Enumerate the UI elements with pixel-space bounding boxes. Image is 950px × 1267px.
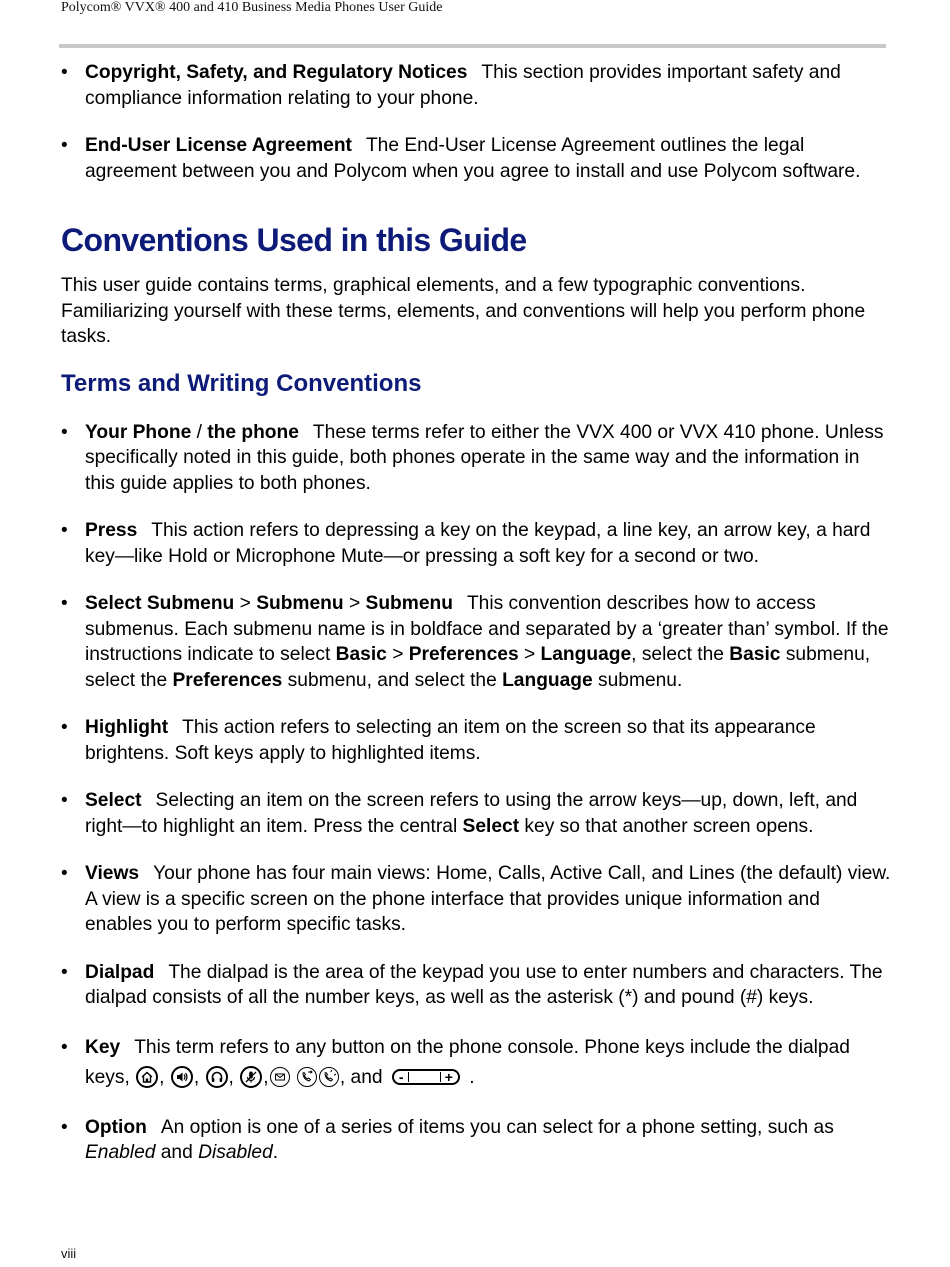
list-item — [61, 133, 891, 184]
volume-minus-label: - — [398, 1069, 404, 1086]
bold-term: Basic — [729, 644, 781, 665]
italic-term: Enabled — [85, 1142, 156, 1163]
page-number: viii — [61, 1246, 77, 1261]
list-item — [61, 420, 891, 497]
volume-plus-label: + — [444, 1069, 453, 1086]
term-label: Highlight — [85, 717, 169, 738]
messages-key-icon — [270, 1067, 290, 1087]
term-label: End-User License Agreement — [85, 135, 352, 156]
gt-symbol: > — [392, 644, 404, 665]
term-label: Your Phone — [85, 421, 192, 443]
term-label: Select — [85, 790, 142, 811]
term-label: Press — [85, 520, 138, 541]
term-label: Copyright, Safety, and Regulatory Notices — [85, 62, 468, 83]
term-description: key so that another screen opens. — [519, 815, 814, 837]
term-description: These terms refer to either the VVX 400 or VVX 410 phone. Unless specifically noted in this guide, both phones operate in the same way and the information in this guide applies to both phones. — [85, 421, 884, 494]
home-key-icon — [136, 1066, 158, 1088]
term-description: The End-User License Agreement outlines the legal agreement between you and Polycom when you agree to install and use Polycom software. — [85, 135, 861, 182]
conjunction: , and — [339, 1066, 383, 1088]
header-rule — [59, 44, 886, 48]
term-description: This action refers to selecting an item on the screen so that its appearance brightens. Soft keys apply to highlighted items. — [85, 717, 816, 764]
term-separator: / — [191, 421, 208, 443]
term-label: the phone — [207, 421, 299, 443]
term-description: This convention describes how to access submenus. Each submenu name is in boldface and separated by a ‘greater than’ symbol. If the instructions indicate to select — [85, 593, 889, 665]
term-description: submenu. — [592, 669, 683, 691]
gt-symbol: > — [348, 593, 361, 614]
term-description: This section provides important safety and compliance information relating to your phone. — [85, 62, 841, 109]
list-item — [61, 960, 891, 1011]
bold-term: Language — [502, 669, 593, 691]
term-description: submenu, and select the — [282, 669, 503, 691]
term-label: Submenu — [365, 593, 453, 614]
speakerphone-key-icon — [171, 1066, 193, 1088]
comma: , — [228, 1066, 234, 1088]
term-label: Select Submenu — [85, 593, 235, 614]
gt-symbol: > — [523, 644, 536, 665]
term-description: submenu, select the — [85, 644, 871, 691]
headset-key-icon — [206, 1066, 228, 1088]
comma: , — [159, 1066, 165, 1088]
bold-term: Preferences — [172, 669, 283, 691]
term-description: , select the — [631, 644, 730, 665]
comma: , — [193, 1066, 200, 1088]
term-description: The dialpad is the area of the keypad you use to enter numbers and characters. The dialpad consists of all the number keys, as well as the asterisk (*) and pound (#) keys. — [85, 961, 883, 1008]
bold-term: Language — [540, 644, 632, 665]
term-label: Key — [85, 1036, 121, 1058]
bold-term: Select — [462, 815, 520, 837]
list-item — [61, 715, 891, 766]
section-intro: This user guide contains terms, graphical elements, and a few typographic conventions. Familiarizing yourself with these terms, elements, and conventions will help you perform phone tasks. — [61, 275, 866, 347]
terms-list — [61, 420, 891, 1166]
bold-term: Preferences — [408, 644, 519, 665]
page-content — [61, 60, 891, 1188]
list-item — [61, 60, 891, 111]
term-description: and — [155, 1142, 199, 1163]
comma: , — [263, 1066, 269, 1088]
term-description: . — [272, 1142, 279, 1163]
term-description: This action refers to depressing a key on the keypad, a line key, an arrow key, a hard key—like Hold or Microphone Mute—or pressing a soft key for a second or two. — [85, 520, 871, 567]
term-description: This term refers to any button on the phone console. Phone keys include the dialpad keys, — [85, 1036, 850, 1088]
section-heading: Conventions Used in this Guide — [61, 222, 527, 258]
term-label: Option — [85, 1116, 147, 1138]
period: . — [469, 1066, 475, 1088]
term-description: An option is one of a series of items you can select for a phone setting, such as — [160, 1116, 834, 1138]
list-item — [61, 788, 891, 839]
transfer-key-icon — [297, 1067, 317, 1087]
list-item — [61, 1033, 891, 1093]
mute-key-icon — [240, 1066, 262, 1088]
term-description: Your phone has four main views: Home, Calls, Active Call, and Lines (the default) view. A view is a specific screen on the phone interface that provides unique information and enables you to perform specific tasks. — [85, 863, 891, 935]
gt-symbol: > — [239, 593, 251, 614]
volume-key-icon — [392, 1069, 460, 1085]
term-label: Dialpad — [85, 961, 155, 983]
top-bullet-list — [61, 60, 891, 184]
subsection-heading: Terms and Writing Conventions — [61, 369, 422, 397]
bold-term: Basic — [335, 644, 387, 665]
term-label: Views — [85, 863, 140, 884]
list-item — [61, 591, 891, 693]
redial-key-icon — [319, 1067, 339, 1087]
term-description: Selecting an item on the screen refers to using the arrow keys—up, down, left, and right—to highlight an item. Press the central — [85, 790, 858, 837]
list-item — [61, 861, 891, 938]
list-item — [61, 518, 891, 569]
italic-term: Disabled — [198, 1142, 273, 1163]
term-label: Submenu — [256, 593, 344, 614]
running-header: Polycom® VVX® 400 and 410 Business Media Phones User Guide — [61, 0, 443, 15]
list-item — [61, 1115, 891, 1166]
